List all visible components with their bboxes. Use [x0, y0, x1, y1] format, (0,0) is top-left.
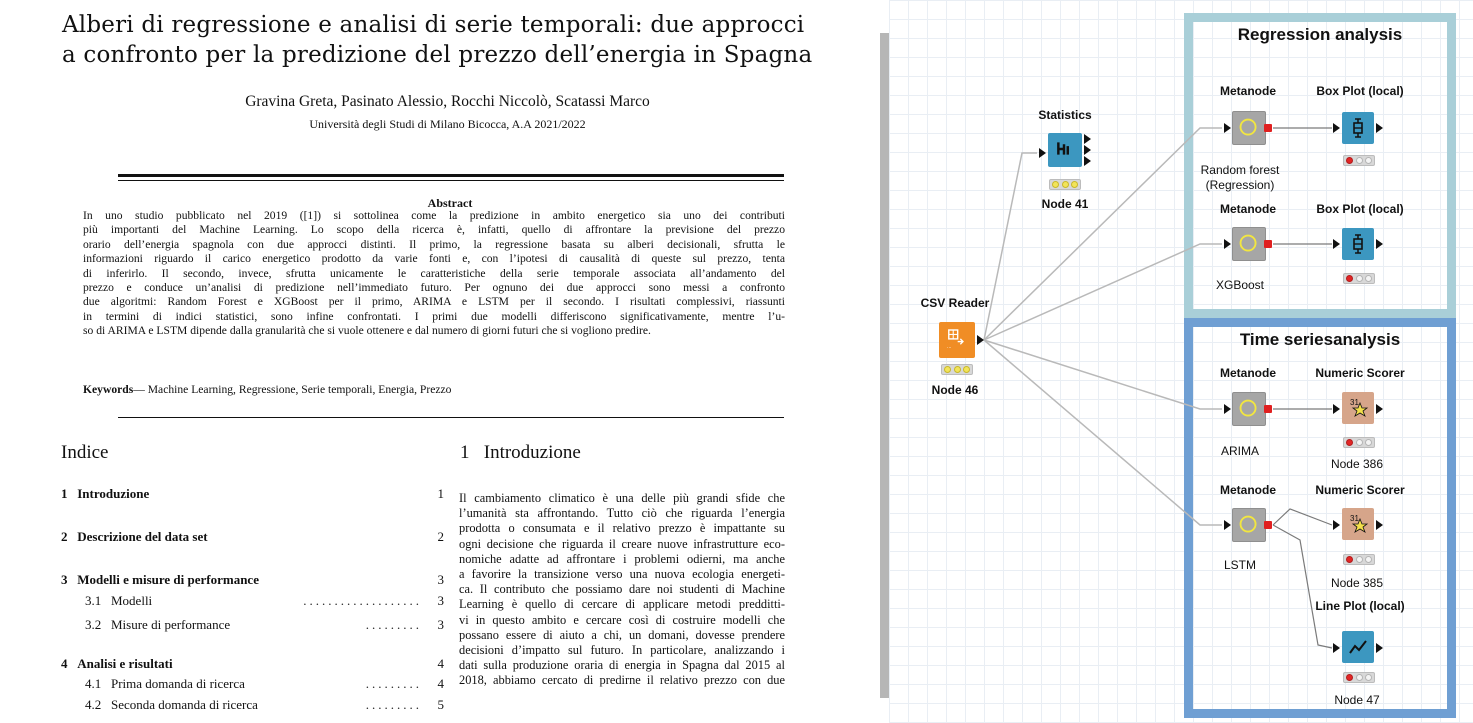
scorer-2-node[interactable] — [1342, 508, 1374, 540]
abstract-line: in termini di indici statistici, sono infine confrontati. I primi due modelli differiscono significativamente, mentre l’u- — [83, 309, 785, 323]
intro-line: Learning è quello di cercare di applicare metodi predditti- — [459, 597, 785, 612]
statistics-outport-2[interactable] — [1084, 145, 1091, 155]
metanode-xgb-inport[interactable] — [1224, 239, 1231, 249]
toc-entry-number: 3.1 — [85, 593, 102, 608]
scorer-2-status — [1343, 554, 1375, 565]
statistics-label: Node 41 — [1041, 197, 1089, 211]
abstract-line: di inferirlo. Il secondo, invece, sfrutta unicamente le caratteristiche della serie temporale associata all’andamento del — [83, 266, 785, 280]
intro-line: nomiche adatte ad affrontare i problemi odierni, ma anche — [459, 551, 785, 566]
toc-entry-page: 3 — [437, 572, 444, 587]
annotation-regression-title: Regression analysis — [1237, 25, 1403, 44]
csv-reader-node[interactable] — [939, 322, 975, 358]
toc-entry-page: 4 — [437, 676, 444, 691]
scorer-star-icon — [1342, 508, 1374, 540]
boxplot-2-node[interactable] — [1342, 228, 1374, 260]
boxplot-2-outport[interactable] — [1376, 239, 1383, 249]
paper-title-line-1: Alberi di regressione e analisi di serie temporali: due approcci — [62, 12, 805, 38]
metanode-rf-label-1: Random forest — [1200, 163, 1280, 177]
scorer-star-icon — [1342, 392, 1374, 424]
metanode-icon — [1233, 228, 1265, 260]
statistics-status — [1049, 179, 1081, 190]
csv-reader-label: Node 46 — [931, 383, 979, 397]
boxplot-2-status — [1343, 273, 1375, 284]
toc-entry-number: 4.2 — [85, 697, 102, 712]
scorer-2-title: Numeric Scorer — [1315, 483, 1405, 497]
toc-entry-page: 4 — [437, 656, 444, 671]
metanode-rf-label-2: (Regression) — [1205, 178, 1275, 192]
metanode-icon — [1233, 393, 1265, 425]
wire-lstm-scorer2 — [1273, 509, 1332, 525]
abstract-line: informazioni riguardo il carico energetico prodotto da varie fonti e, con l’ipotesi di causalità di queste sul prezzo, tenta — [83, 252, 785, 266]
scorer-2-inport[interactable] — [1333, 520, 1340, 530]
csv-reader-title: CSV Reader — [920, 296, 990, 310]
intro-line: vi in questo ambito e cercare così di costruire modelli che — [459, 612, 785, 627]
abstract-line: più importanti del Machine Learning. Lo scopo della ricerca è, infatti, quello di affrontare la previsione del prezzo — [83, 223, 785, 237]
metanode-rf-outport[interactable] — [1264, 124, 1272, 132]
csv-reader-outport[interactable] — [977, 335, 984, 345]
abstract-line: so di ARIMA e LSTM dipende dalla granularità che si vuole ottenere e dal numero di giorni futuri che si vogliono predire. — [83, 324, 651, 338]
scorer-1-node[interactable] — [1342, 392, 1374, 424]
svg-text:...: ... — [947, 343, 952, 350]
csv-reader-icon — [939, 322, 971, 354]
keywords-label: Keywords — [83, 383, 134, 396]
toc-leader-dots: ......... — [365, 676, 422, 691]
toc-entry-label: Prima domanda di ricerca — [111, 676, 245, 691]
abstract-line: orario dell’energia spagnola con due approcci distinti. Il primo, la regressione basata su alberi decisionali, sfrutta le — [83, 237, 785, 251]
toc-leader-dots: ......... — [365, 617, 422, 632]
lineplot-status — [1343, 672, 1375, 683]
metanode-lstm-title: Metanode — [1219, 483, 1276, 497]
metanode-xgb-node[interactable] — [1232, 227, 1266, 261]
metanode-xgb-title: Metanode — [1219, 202, 1276, 216]
wire-csv-lstm — [984, 340, 1222, 525]
toc-heading: Indice — [61, 442, 109, 463]
toc-entry-number: 4 — [61, 656, 68, 671]
metanode-rf-inport[interactable] — [1224, 123, 1231, 133]
toc-entry-label: Modelli — [111, 593, 153, 608]
paper-title-line-2: a confronto per la predizione del prezzo dell’energia in Spagna — [62, 42, 813, 68]
metanode-icon — [1233, 509, 1265, 541]
lineplot-label: Node 47 — [1334, 693, 1380, 707]
metanode-lstm-outport[interactable] — [1264, 521, 1272, 529]
intro-line: l’umanità sta affrontando. Tutto ciò che riguarda l’energia — [459, 506, 785, 521]
boxplot-2-inport[interactable] — [1333, 239, 1340, 249]
intro-line: possano essere di aiuto a chi, un domani, dovesse prendere — [459, 627, 785, 642]
statistics-outport-3[interactable] — [1084, 156, 1091, 166]
statistics-title: Statistics — [1038, 108, 1092, 122]
lineplot-outport[interactable] — [1376, 643, 1383, 653]
lineplot-inport[interactable] — [1333, 643, 1340, 653]
toc-entry-label: Analisi e risultati — [77, 656, 173, 671]
toc-entry-number: 1 — [61, 486, 68, 501]
csv-reader-status — [941, 364, 973, 375]
toc-entry-page: 5 — [437, 697, 444, 712]
intro-line: prodotta o consumata e il relativo prezzo è impattante su — [459, 521, 785, 536]
toc-entry-number: 2 — [61, 529, 68, 544]
boxplot-1-outport[interactable] — [1376, 123, 1383, 133]
toc-entry-label: Modelli e misure di performance — [77, 572, 259, 587]
toc-entry-label: Seconda domanda di ricerca — [111, 697, 258, 712]
toc-leader-dots: ......... — [365, 697, 422, 712]
metanode-lstm-node[interactable] — [1232, 508, 1266, 542]
metanode-rf-title: Metanode — [1219, 84, 1276, 98]
metanode-arima-outport[interactable] — [1264, 405, 1272, 413]
paper-affiliation: Università degli Studi di Milano Bicocca, A.A 2021/2022 — [309, 117, 586, 131]
wire-csv-xgb — [984, 244, 1222, 340]
intro-line: a favorire la transizione verso una nuova ecologia energeti- — [459, 567, 785, 582]
statistics-node[interactable] — [1048, 133, 1082, 167]
abstract-title: Abstract — [427, 196, 473, 210]
paper-authors: Gravina Greta, Pasinato Alessio, Rocchi Niccolò, Scatassi Marco — [245, 93, 650, 110]
metanode-xgb-outport[interactable] — [1264, 240, 1272, 248]
toc-entry-label: Introduzione — [77, 486, 150, 501]
scorer-1-inport[interactable] — [1333, 404, 1340, 414]
scorer-2-label: Node 385 — [1330, 576, 1384, 590]
scorer-1-label: Node 386 — [1330, 457, 1384, 471]
abstract-line: prezzo e conduce un’analisi di predizione nell’immediato futuro. Per ognuno dei due approcci sono messi a confronto — [83, 281, 785, 295]
box-plot-icon — [1342, 228, 1374, 260]
lineplot-node[interactable] — [1342, 631, 1374, 663]
toc-entry-page: 3 — [437, 593, 444, 608]
intro-line: ogni decisione che riguarda il creare nuove infrastrutture eco- — [459, 536, 785, 551]
intro-line: ca. Il contributo che possiamo dare noi studenti di Machine — [459, 582, 785, 597]
scorer-1-title: Numeric Scorer — [1315, 366, 1405, 380]
scorer-1-status — [1343, 437, 1375, 448]
intro-line: dati sulla produzione oraria di energia in Spagna dal 2015 al — [459, 658, 785, 673]
wire-csv-rf — [984, 128, 1222, 340]
toc-leader-dots: ................... — [303, 593, 422, 608]
toc-entry-page: 1 — [437, 486, 444, 501]
toc-entry-label: Descrizione del data set — [77, 529, 208, 544]
metanode-lstm-inport[interactable] — [1224, 520, 1231, 530]
toc-entry-page: 2 — [437, 529, 444, 544]
toc-entry-page: 3 — [437, 617, 444, 632]
intro-line: decisioni d’impatto sul futuro. In particolare, analizzando i — [459, 643, 785, 658]
metanode-lstm-label: LSTM — [1223, 558, 1256, 572]
metanode-arima-label: ARIMA — [1220, 444, 1259, 458]
metanode-rf-node[interactable] — [1232, 111, 1266, 145]
keywords-text: — Machine Learning, Regressione, Serie temporali, Energia, Prezzo — [133, 383, 452, 396]
metanode-arima-node[interactable] — [1232, 392, 1266, 426]
metanode-arima-inport[interactable] — [1224, 404, 1231, 414]
toc-entry-number: 3.2 — [85, 617, 102, 632]
statistics-inport[interactable] — [1039, 148, 1046, 158]
boxplot-1-status — [1343, 155, 1375, 166]
scorer-1-outport[interactable] — [1376, 404, 1383, 414]
boxplot-1-title: Box Plot (local) — [1316, 84, 1404, 98]
annotation-timeseries-title: Time seriesanalysis — [1239, 330, 1401, 349]
lineplot-title: Line Plot (local) — [1315, 599, 1405, 613]
boxplot-2-title: Box Plot (local) — [1316, 202, 1404, 216]
metanode-arima-title: Metanode — [1219, 366, 1276, 380]
boxplot-1-node[interactable] — [1342, 112, 1374, 144]
intro-line: 2018, abbiamo cercato di predirne il relativo prezzo con due — [459, 673, 785, 688]
abstract-line: In uno studio pubblicato nel 2019 ([1]) si sottolinea come la predizione in ambito energetico sia uno dei contributi — [83, 209, 785, 222]
line-plot-icon — [1342, 631, 1374, 663]
wire-csv-arima — [984, 340, 1222, 409]
intro-heading-number: 1 — [460, 442, 470, 463]
statistics-icon — [1048, 133, 1080, 165]
statistics-outport-1[interactable] — [1084, 134, 1091, 144]
svg-text:31: 31 — [1350, 398, 1359, 407]
wire-csv-statistics — [984, 153, 1037, 340]
svg-text:31: 31 — [1350, 514, 1359, 523]
intro-line: Il cambiamento climatico è una delle più grandi sfide che — [459, 491, 785, 505]
metanode-icon — [1233, 112, 1265, 144]
toc-entry-number: 3 — [61, 572, 68, 587]
metanode-xgb-label: XGBoost — [1215, 278, 1265, 292]
scorer-2-outport[interactable] — [1376, 520, 1383, 530]
abstract-line: due algoritmi: Random Forest e XGBoost per il primo, ARIMA e LSTM per il secondo. I risultati complessivi, riassunti — [83, 295, 785, 309]
box-plot-icon — [1342, 112, 1374, 144]
toc-entry-label: Misure di performance — [111, 617, 231, 632]
intro-heading-text: Introduzione — [483, 442, 581, 463]
boxplot-1-inport[interactable] — [1333, 123, 1340, 133]
toc-entry-number: 4.1 — [85, 676, 102, 691]
